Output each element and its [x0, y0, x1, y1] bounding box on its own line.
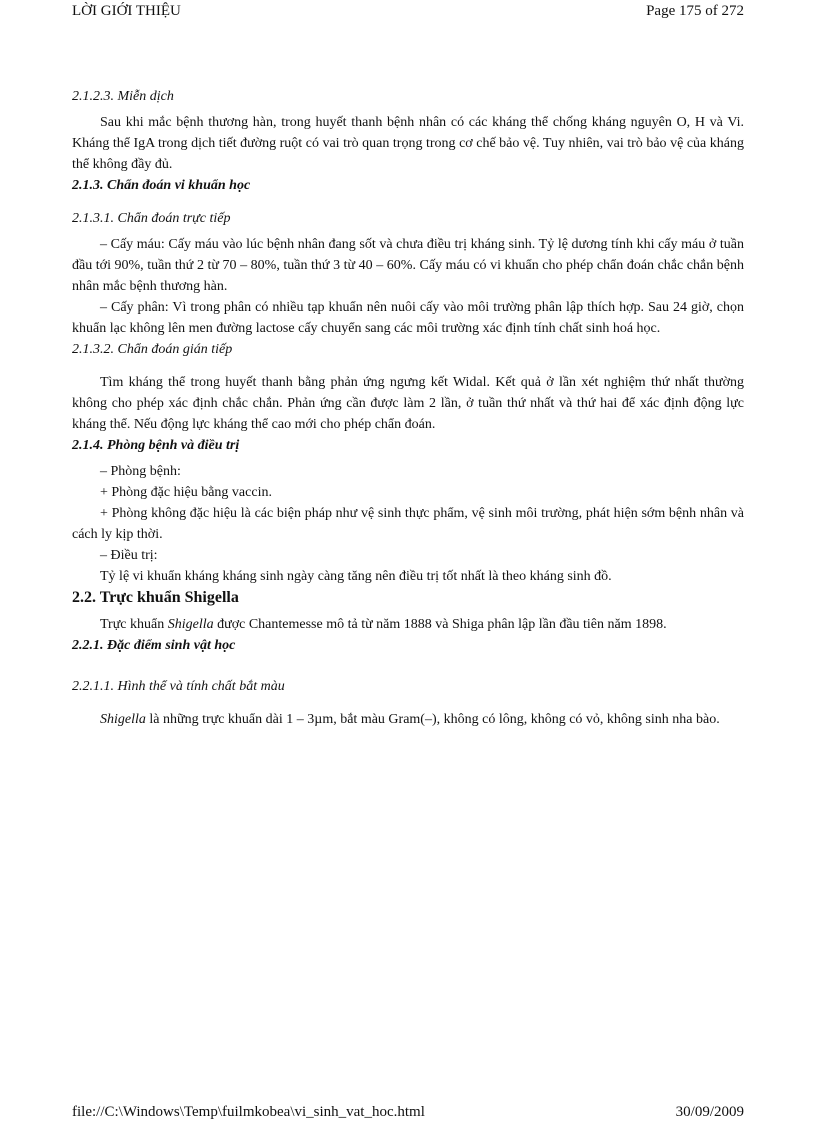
paragraph-stool-culture: – Cấy phân: Vì trong phân có nhiều tạp khuẩn nên nuôi cấy vào môi trường phân lập thích hợp. Sau 24 giờ, chọn khuẩn lạc không lên men đường lactose cấy chuyển sang các môi trường xác định tính chất sinh hoá học. — [72, 300, 744, 336]
heading-2-1-3-2: 2.1.3.2. Chẩn đoán gián tiếp — [72, 342, 233, 357]
text-part: được Chantemesse mô tả từ năm 1888 và Shiga phân lập lần đầu tiên năm 1898. — [213, 617, 667, 632]
paragraph-morphology — [72, 709, 744, 730]
paragraph-specific-prevention: + Phòng đặc hiệu bằng vaccin. — [100, 485, 272, 500]
heading-2-2: 2.2. Trực khuẩn Shigella — [72, 589, 239, 606]
header-title: LỜI GIỚI THIỆU — [72, 3, 181, 19]
paragraph-blood-culture: – Cấy máu: Cấy máu vào lúc bệnh nhân đang sốt và chưa điều trị kháng sinh. Tỷ lệ dương tính khi cấy máu ở tuần đầu tới 90%, tuần thứ 2 từ 70 – 80%, tuần thứ 3 từ 40 – 60%. Cấy máu có vi khuẩn cho phép chẩn đoán chắc chắn bệnh nhân mắc bệnh thương hàn. — [72, 237, 744, 294]
text-part: Trực khuẩn — [100, 617, 168, 632]
paragraph-widal: Tìm kháng thể trong huyết thanh bằng phản ứng ngưng kết Widal. Kết quả ở lần xét nghiệm thứ nhất thường không cho phép xác định chắc chắn. Phản ứng cần được làm 2 lần, ở tuần thứ nhất và thứ hai để xác định động lực kháng thể. Nếu động lực kháng thể cao mới cho phép chẩn đoán. — [72, 375, 744, 432]
heading-2-1-4: 2.1.4. Phòng bệnh và điều trị — [72, 438, 240, 453]
italic-genus: Shigella — [167, 617, 214, 632]
paragraph-prevention-label: – Phòng bệnh: — [100, 464, 181, 479]
page-number: Page 175 of 272 — [646, 3, 744, 19]
file-path: file://C:\Windows\Temp\fuilmkobea\vi_sinh_vat_hoc.html — [72, 1104, 425, 1120]
paragraph-treatment-label: – Điều trị: — [100, 548, 158, 563]
document-body — [72, 86, 744, 730]
paragraph-nonspecific-prevention: + Phòng không đặc hiệu là các biện pháp như vệ sinh thực phẩm, vệ sinh môi trường, phát hiện sớm bệnh nhân và cách ly kịp thời. — [72, 506, 744, 542]
heading-2-2-1-1: 2.2.1.1. Hình thể và tính chất bắt màu — [72, 679, 285, 694]
heading-2-1-3-1: 2.1.3.1. Chẩn đoán trực tiếp — [72, 211, 231, 226]
heading-2-1-3: 2.1.3. Chẩn đoán vi khuẩn học — [72, 178, 251, 193]
print-date: 30/09/2009 — [675, 1104, 744, 1120]
paragraph-immunity: Sau khi mắc bệnh thương hàn, trong huyết thanh bệnh nhân có các kháng thể chống kháng nguyên O, H và Vi. Kháng thể IgA trong dịch tiết đường ruột có vai trò quan trọng trong cơ chế bảo vệ. Tuy nhiên, vai trò bảo vệ của kháng thể không đầy đủ. — [72, 115, 744, 172]
text-part: là những trực khuẩn dài 1 – 3µm, bắt màu Gram(–), không có lông, không có vỏ, không sinh nha bào. — [145, 712, 720, 727]
italic-genus: Shigella — [100, 712, 146, 727]
paragraph-treatment: Tỷ lệ vi khuẩn kháng kháng sinh ngày càng tăng nên điều trị tốt nhất là theo kháng sinh đồ. — [100, 569, 612, 584]
heading-2-2-1: 2.2.1. Đặc điểm sinh vật học — [72, 638, 236, 653]
paragraph-shigella-intro — [72, 614, 744, 635]
heading-2-1-2-3: 2.1.2.3. Miễn dịch — [72, 89, 174, 104]
